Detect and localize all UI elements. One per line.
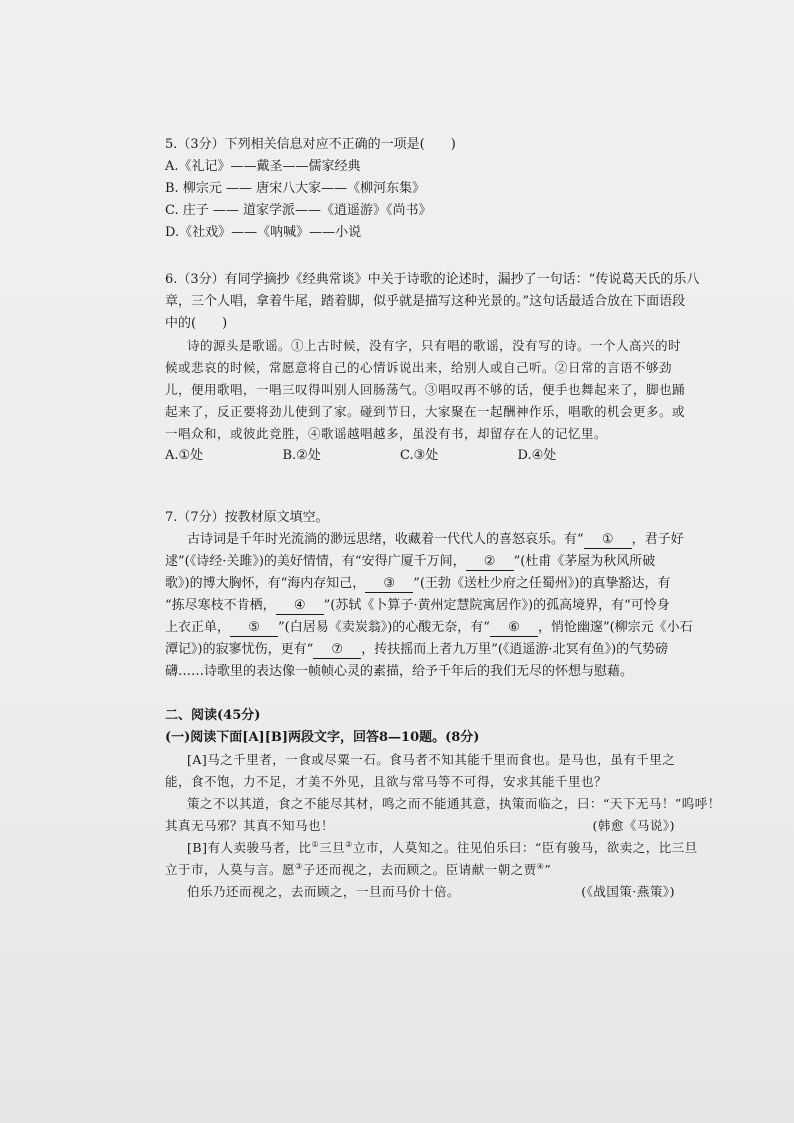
footnote-marker: ④ xyxy=(536,861,545,871)
question-7-text-line xyxy=(165,617,693,639)
question-5-option-b: B. 柳宗元 —— 唐宋八大家——《柳河东集》 xyxy=(165,181,426,196)
text-segment: [B]有人卖骏马者，比 xyxy=(187,840,312,855)
question-7 xyxy=(165,507,693,683)
text-segment: ，悄怆幽邃”(柳宗元《小石 xyxy=(537,620,693,635)
fill-blank-7[interactable]: ⑦ xyxy=(313,642,361,659)
fill-blank-6[interactable]: ⑥ xyxy=(490,620,538,637)
footnote-marker: ③ xyxy=(295,861,303,871)
question-5-option-c: C. 庄子 —— 道家学派——《逍遥游》《尚书》 xyxy=(165,203,432,218)
passage-a-text: 其真无马邪？其真不知马也！ xyxy=(165,818,335,833)
text-segment: 古诗词是千年时光流淌的渺远思绪，收藏着一代代人的喜怒哀乐。有“ xyxy=(187,532,584,547)
text-segment: 立市，人莫知之。往见伯乐曰：“臣有骏马，欲卖之，比三旦 xyxy=(352,840,698,855)
text-segment: ，抟扶摇而上者九万里”(《逍遥游·北冥有鱼》)的气势磅 xyxy=(361,642,669,657)
question-7-text-line xyxy=(165,551,675,573)
text-segment: 立于市，人莫与言。愿 xyxy=(165,862,296,877)
passage-a-line: 能，食不饱，力不足，才美不外见，且欲与常马等不可得，安求其能千里也？ xyxy=(165,774,608,789)
text-segment: 三旦 xyxy=(319,840,346,855)
text-segment: ”(王勃《送杜少府之任蜀州》)的真挚豁达，有 xyxy=(413,576,671,591)
question-5-stem: 5.（3分）下列相关信息对应不正确的一项是( ) xyxy=(165,137,456,152)
question-6-options xyxy=(165,445,635,467)
question-6-stem-line: 6.（3分）有同学摘抄《经典常谈》中关于诗歌的论述时，漏抄了一句话：“传说葛天氏的乐八 xyxy=(165,272,700,287)
text-segment: 子还而视之，去而顾之。臣请献一朝之贾 xyxy=(302,862,537,877)
question-6-passage-line: 儿，便用歌唱，一唱三叹得叫别人回肠荡气。③唱叹再不够的话，便手也舞起来了，脚也踊 xyxy=(165,382,686,397)
text-segment: 逑”(《诗经·关雎》)的美好情情，有“安得广厦千万间， xyxy=(165,554,466,569)
text-segment: ” xyxy=(544,862,552,877)
question-6-option-a: A.①处 xyxy=(165,448,204,463)
question-7-text-line xyxy=(165,639,675,661)
text-segment: ”(杜甫《茅屋为秋风所破 xyxy=(513,554,656,569)
passage-a-last-line xyxy=(165,815,675,837)
question-5-option-a: A.《礼记》——戴圣——儒家经典 xyxy=(165,159,361,174)
fill-blank-3[interactable]: ③ xyxy=(365,576,413,593)
fill-blank-5[interactable]: ⑤ xyxy=(230,620,278,637)
question-5-option-d: D.《社戏》——《呐喊》——小说 xyxy=(165,225,362,240)
passage-b-text: 伯乐乃还而视之，去而顾之，一旦而马价十倍。 xyxy=(187,884,461,899)
question-5 xyxy=(165,134,675,244)
fill-blank-1[interactable]: ① xyxy=(584,532,632,549)
text-segment: 潭记》)的寂寥忧伤，更有“ xyxy=(165,642,314,657)
fill-blank-4[interactable]: ④ xyxy=(276,598,324,615)
text-segment: ”(苏轼《卜算子·黄州定慧院寓居作》)的孤高境界，有“可怜身 xyxy=(323,598,670,613)
text-segment: 上衣正单， xyxy=(165,620,231,635)
question-6 xyxy=(165,269,700,467)
fill-blank-2[interactable]: ② xyxy=(466,554,514,571)
footnote-marker: ① xyxy=(311,839,320,849)
section-title: 二、阅读(45分) xyxy=(165,708,261,723)
question-6-passage-line: 起来了，反正要将劲儿使到了家。碰到节日，大家聚在一起酬神作乐，唱歌的机会更多。或 xyxy=(165,404,686,419)
section-reading xyxy=(165,705,721,903)
question-7-text-line xyxy=(165,595,675,617)
text-segment: 歌》)的博大胸怀，有“海内存知己， xyxy=(165,576,366,591)
question-7-text-line: 礴……诗歌里的表达像一帧帧心灵的素描，给予千年后的我们无尽的怀想与慰藉。 xyxy=(165,664,634,679)
text-segment: ，君子好 xyxy=(631,532,684,547)
text-segment: “拣尽寒枝不肯栖， xyxy=(165,598,276,613)
question-6-stem-line: 中的( ) xyxy=(165,316,228,331)
passage-a-line: 策之不以其道，食之不能尽其材，鸣之而不能通其意，执策而临之，曰：“天下无马！”呜呼！ xyxy=(187,796,721,811)
question-7-text-line xyxy=(165,573,675,595)
question-6-stem-line: 章，三个人唱，拿着牛尾，踏着脚，似乎就是描写这种光景的。”这句话最适合放在下面语段 xyxy=(165,294,686,309)
question-6-option-c: C.③处 xyxy=(400,448,439,463)
passage-a-line: [A]马之千里者，一食或尽粟一石。食马者不知其能千里而食也。是马也，虽有千里之 xyxy=(187,752,676,767)
passage-b-last-line xyxy=(165,881,675,903)
question-7-text-line xyxy=(165,529,684,551)
passage-b-source: (《战国策·燕策》) xyxy=(581,884,675,899)
question-6-passage-line: 一唱众和，或彼此竞胜，④歌谣越唱越多，虽没有书，却留存在人的记忆里。 xyxy=(165,426,608,441)
question-6-passage-line: 诗的源头是歌谣。①上古时候，没有字，只有唱的歌谣，没有写的诗。一个人高兴的时 xyxy=(187,338,682,353)
question-6-option-b: B.②处 xyxy=(282,448,321,463)
section-subtitle: (一)阅读下面[A][B]两段文字，回答8—10题。(8分) xyxy=(165,730,480,745)
text-segment: ”(白居易《卖炭翁》)的心酸无奈，有“ xyxy=(278,620,490,635)
footnote-marker: ② xyxy=(345,839,353,849)
question-7-stem: 7.（7分）按教材原文填空。 xyxy=(165,510,329,525)
passage-b-line xyxy=(165,859,675,881)
question-6-passage-line: 候或悲哀的时候，常愿意将自己的心情诉说出来，给别人或自己听。②日常的言语不够劲 xyxy=(165,360,673,375)
passage-a-source: (韩愈《马说》) xyxy=(592,818,675,833)
question-6-option-d: D.④处 xyxy=(517,448,557,463)
passage-b-line xyxy=(165,837,698,859)
